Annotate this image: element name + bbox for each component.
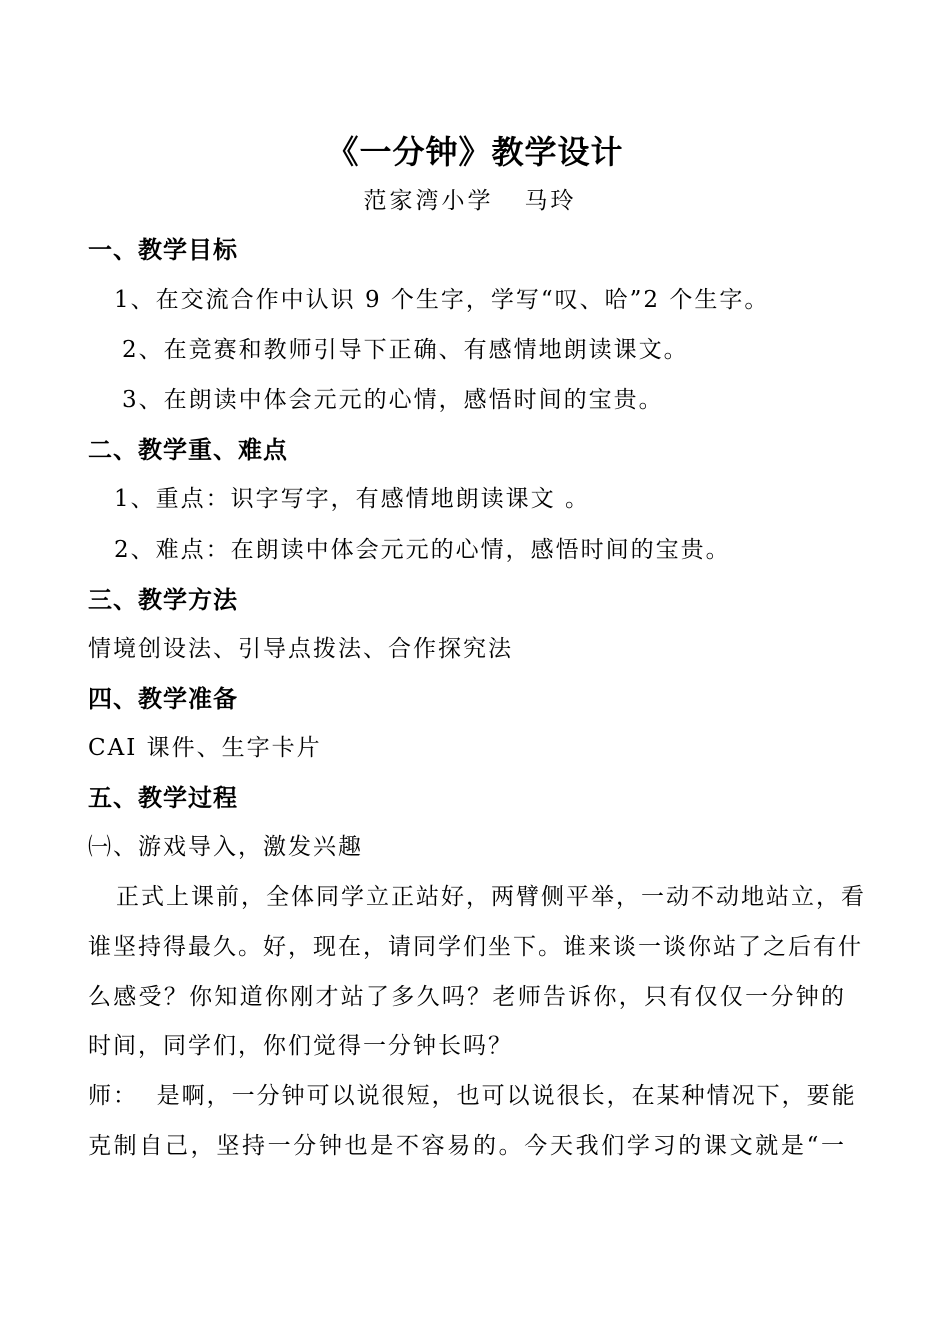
- preparation-text: CAI 课件、生字卡片: [88, 735, 322, 761]
- goal-item: 3、在朗读中体会元元的心情，感悟时间的宝贵。: [122, 387, 664, 413]
- author-line: 范家湾小学 马玲: [363, 188, 577, 214]
- section-heading-methods: 三、教学方法: [88, 586, 238, 614]
- paragraph-line: 克制自己，坚持一分钟也是不容易的。今天我们学习的课文就是“一: [88, 1133, 846, 1159]
- paragraph-line: 师： 是啊，一分钟可以说很短，也可以说很长，在某种情况下，要能: [88, 1083, 857, 1109]
- key-point-item: 2、难点：在朗读中体会元元的心情，感悟时间的宝贵。: [114, 537, 731, 563]
- paragraph-line: 正式上课前，全体同学立正站好，两臂侧平举，一动不动地站立，看: [116, 884, 866, 910]
- document-title: 《一分钟》教学设计: [326, 133, 624, 171]
- section-heading-process: 五、教学过程: [88, 784, 238, 812]
- paragraph-line: 么感受？你知道你刚才站了多久吗？老师告诉你，只有仅仅一分钟的: [88, 984, 846, 1010]
- key-point-item: 1、重点：识字写字，有感情地朗读课文 。: [114, 486, 590, 512]
- section-heading-preparation: 四、教学准备: [88, 685, 238, 713]
- section-heading-goals: 一、教学目标: [88, 236, 238, 264]
- goal-item: 1、在交流合作中认识 9 个生字，学写“叹、哈”2 个生字。: [114, 287, 770, 313]
- methods-text: 情境创设法、引导点拨法、合作探究法: [88, 636, 513, 662]
- paragraph-line: 谁坚持得最久。好，现在，请同学们坐下。谁来谈一谈你站了之后有什: [88, 934, 863, 960]
- process-subheading: ㈠、游戏导入，激发兴趣: [88, 834, 363, 860]
- paragraph-line: 时间，同学们，你们觉得一分钟长吗？: [88, 1033, 513, 1059]
- section-heading-key-points: 二、教学重、难点: [88, 436, 288, 464]
- goal-item: 2、在竞赛和教师引导下正确、有感情地朗读课文。: [122, 337, 689, 363]
